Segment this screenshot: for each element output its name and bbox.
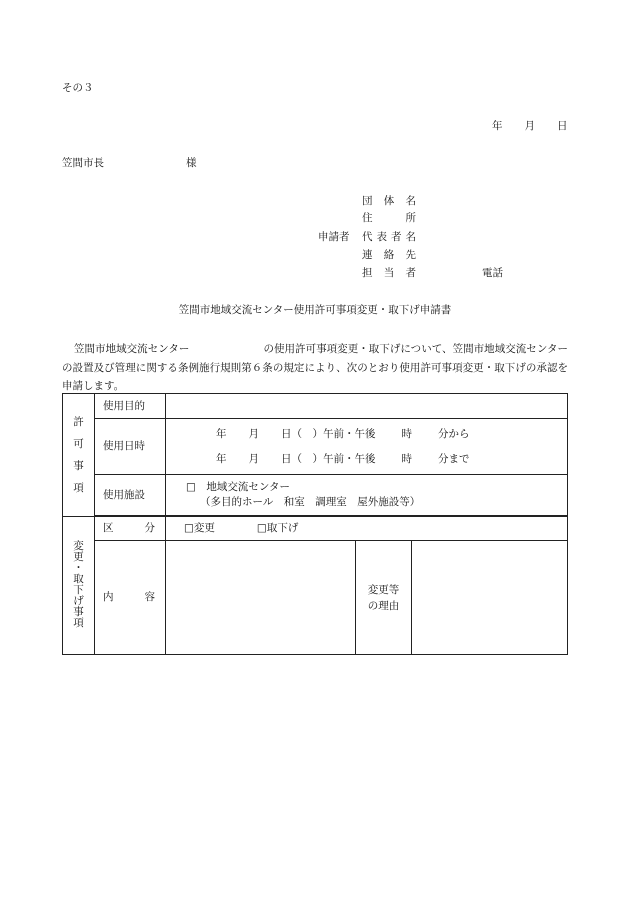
addressee-name: 笠間市長 — [62, 157, 104, 169]
datetime-label: 使用日時 — [95, 419, 166, 475]
facility-field — [166, 475, 568, 516]
addressee — [62, 158, 197, 169]
reason-label: 変更等 の理由 — [356, 541, 412, 655]
content-label: 内 容 — [95, 541, 166, 655]
facility-options-line: （多目的ホール 和室 調理室 屋外施設等） — [200, 496, 421, 508]
content-field[interactable] — [166, 541, 356, 655]
option-withdraw-checkbox[interactable]: □取下げ — [256, 522, 299, 535]
facility-checkbox-line[interactable]: □ 地域交流センター — [186, 481, 291, 493]
application-table — [62, 393, 568, 655]
form-number: その３ — [62, 82, 94, 94]
applicant-contact-label: 連絡先 — [362, 249, 416, 261]
applicant-address-row — [318, 213, 578, 224]
applicant-address-label: 住所 — [362, 212, 416, 224]
facility-label: 使用施設 — [95, 475, 166, 516]
body-part1: 笠間市地域交流センター — [74, 343, 190, 355]
document-title: 笠間市地域交流センター使用許可事項変更・取下げ申請書 — [178, 304, 452, 316]
reason-field[interactable] — [412, 541, 568, 655]
option-change-checkbox[interactable]: □変更 — [184, 522, 215, 535]
date-line — [492, 121, 568, 132]
addressee-honorific: 様 — [186, 157, 197, 169]
change-section-header: 変 更 ・ 取 下 げ 事 項 — [63, 517, 95, 655]
applicant-person-row — [318, 268, 578, 279]
applicant-prefix: 申請者 — [318, 231, 350, 243]
applicant-representative-label: 代表者名 — [362, 231, 416, 243]
date-month: 月 — [524, 120, 535, 132]
body-part2: の使用許可事項変更・取下げについて、笠間市地域交流センターの設置及び管理に関する条例施行規則第６条の規定により、次のとおり使用許可事項変更・取下げの承認を申請します。 — [62, 343, 568, 392]
category-field — [166, 517, 568, 541]
body-paragraph — [62, 340, 568, 396]
purpose-label: 使用目的 — [95, 394, 166, 419]
applicant-phone-label: 電話 — [482, 267, 503, 279]
time-to-line: 年 月 日（ ）午前・午後 時 分まで — [216, 452, 470, 465]
date-year: 年 — [492, 120, 503, 132]
datetime-field[interactable] — [166, 419, 568, 475]
applicant-representative-row — [318, 232, 578, 243]
time-from-line: 年 月 日（ ）午前・午後 時 分から — [216, 427, 470, 440]
applicant-person-label: 担当者 — [362, 267, 416, 279]
permit-section-header: 許 可 事 項 — [63, 394, 95, 517]
applicant-org-label: 団体名 — [362, 195, 416, 207]
date-day: 日 — [557, 120, 568, 132]
applicant-contact-row — [318, 250, 578, 261]
applicant-org-row — [318, 196, 578, 207]
category-label: 区 分 — [95, 517, 166, 541]
purpose-field[interactable] — [166, 394, 568, 419]
